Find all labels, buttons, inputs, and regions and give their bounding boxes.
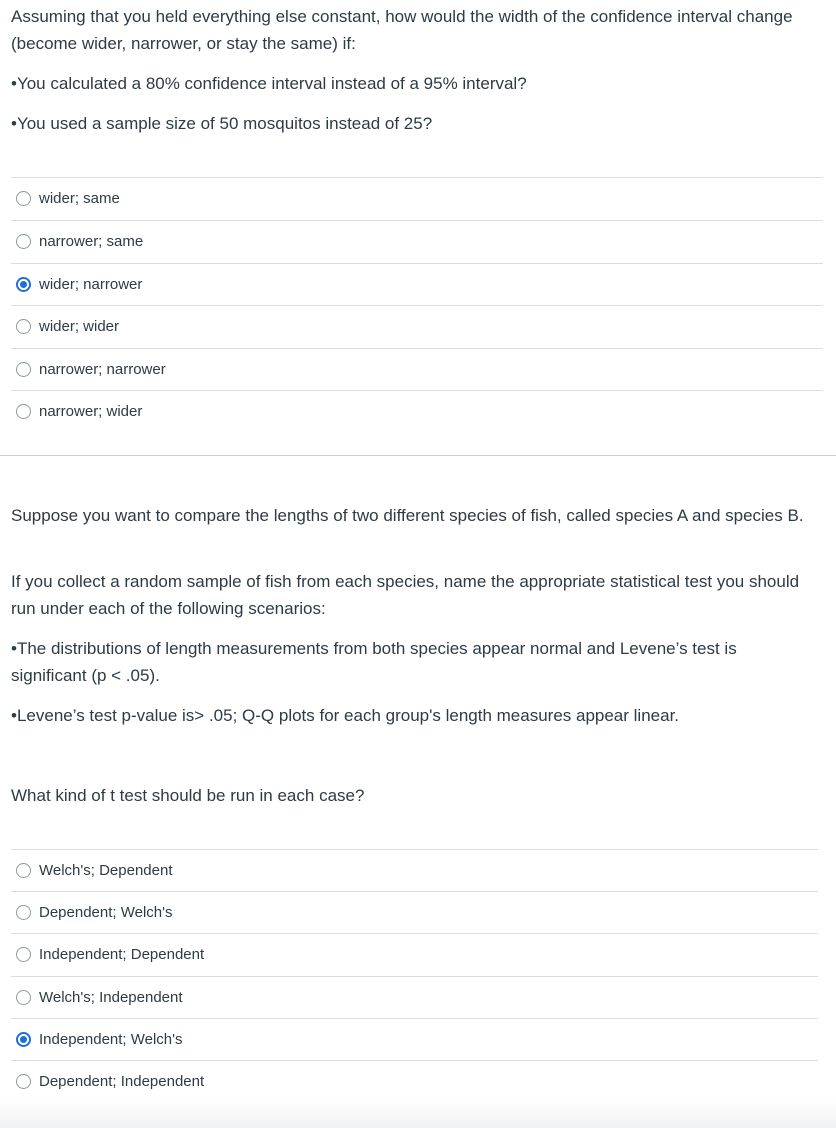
answer-option[interactable] xyxy=(11,933,818,975)
answer-label: Dependent; Independent xyxy=(39,1073,205,1090)
radio-button[interactable] xyxy=(16,191,31,206)
answer-option[interactable] xyxy=(11,976,818,1018)
answer-label: Independent; Welch's xyxy=(39,1031,183,1048)
radio-button[interactable] xyxy=(16,947,31,962)
radio-button-selected[interactable] xyxy=(16,277,31,292)
question-2-bullet: •The distributions of length measurements from both species appear normal and Levene’s test is significant (p < .05). xyxy=(11,639,737,685)
answer-label: narrower; wider xyxy=(39,403,143,420)
answer-option[interactable] xyxy=(11,177,823,219)
radio-button[interactable] xyxy=(16,319,31,334)
answer-option[interactable] xyxy=(11,220,823,262)
answer-option[interactable] xyxy=(11,348,823,390)
answer-label: Welch's; Independent xyxy=(39,989,183,1006)
answer-label: wider; narrower xyxy=(39,276,143,293)
answer-label: wider; wider xyxy=(39,318,120,335)
question-1-paragraph: Assuming that you held everything else constant, how would the width of the confidence interval change (become wider, narrower, or stay the same) if: xyxy=(11,7,793,53)
answer-option[interactable] xyxy=(11,849,818,891)
answer-label: Independent; Dependent xyxy=(39,946,205,963)
answer-label: narrower; narrower xyxy=(39,361,166,378)
question-2-bullet: •Levene’s test p-value is> .05; Q-Q plots for each group's length measures appear linear. xyxy=(11,706,680,725)
question-2-paragraph: Suppose you want to compare the lengths of two different species of fish, called species A and species B. xyxy=(11,506,804,525)
radio-button[interactable] xyxy=(16,990,31,1005)
question-1-bullet: •You calculated a 80% confidence interval instead of a 95% interval? xyxy=(11,74,527,93)
radio-button[interactable] xyxy=(16,863,31,878)
answer-label: narrower; same xyxy=(39,233,144,250)
radio-button[interactable] xyxy=(16,905,31,920)
answer-label: wider; same xyxy=(39,190,120,207)
answer-label: Dependent; Welch's xyxy=(39,904,173,921)
answer-option[interactable] xyxy=(11,891,818,933)
radio-button[interactable] xyxy=(16,362,31,377)
answer-label: Welch's; Dependent xyxy=(39,862,173,879)
answer-option[interactable] xyxy=(11,1018,818,1060)
answer-option[interactable] xyxy=(11,1060,818,1102)
question-2-prompt: What kind of t test should be run in each case? xyxy=(11,786,365,805)
radio-button[interactable] xyxy=(16,1074,31,1089)
page-bottom-edge xyxy=(0,1100,836,1128)
question-2-paragraph: If you collect a random sample of fish from each species, name the appropriate statistical test you should run under each of the following scenarios: xyxy=(11,572,800,618)
question-1-bullet: •You used a sample size of 50 mosquitos instead of 25? xyxy=(11,114,433,133)
radio-button-selected[interactable] xyxy=(16,1032,31,1047)
answer-option[interactable] xyxy=(11,263,823,305)
radio-button[interactable] xyxy=(16,234,31,249)
answer-option[interactable] xyxy=(11,390,823,432)
radio-button[interactable] xyxy=(16,404,31,419)
question-divider xyxy=(0,455,836,456)
answer-option[interactable] xyxy=(11,305,823,347)
